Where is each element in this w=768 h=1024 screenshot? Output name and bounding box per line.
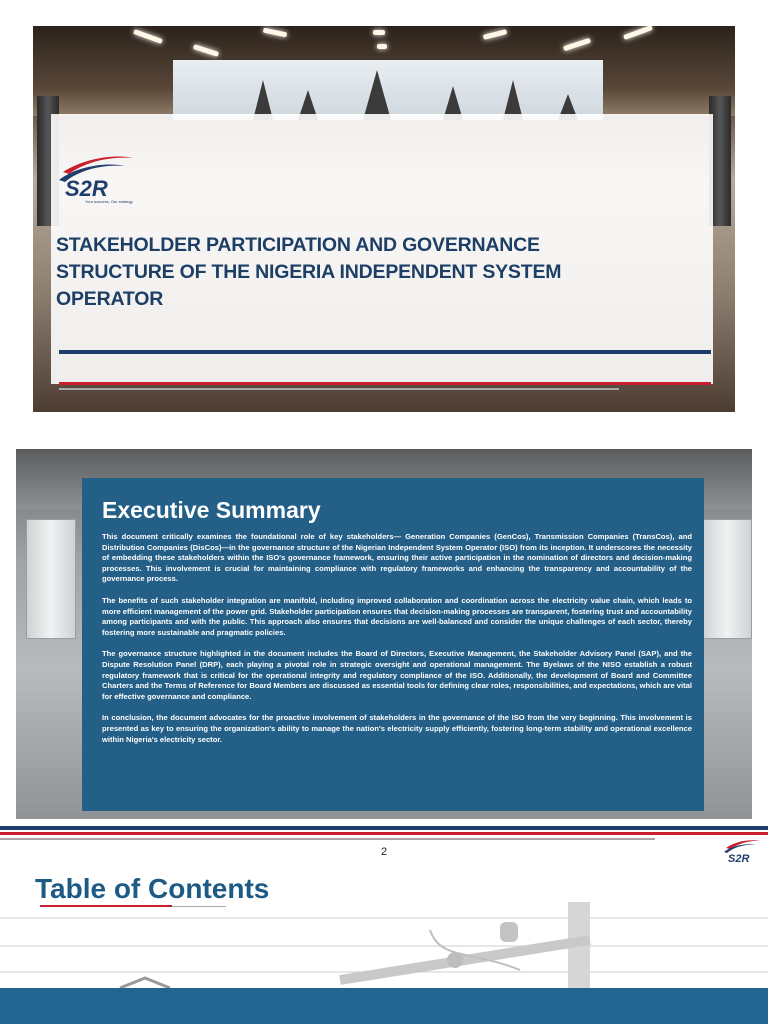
cover-stripe-grey xyxy=(59,388,619,390)
server-cabinet-image xyxy=(702,519,752,639)
cover-title: STAKEHOLDER PARTICIPATION AND GOVERNANCE STRUCTURE OF THE NIGERIA INDEPENDENT SYSTEM OPERATOR xyxy=(56,234,562,310)
footer-stripe-grey xyxy=(0,838,655,840)
ceiling-light xyxy=(377,44,387,49)
footer-stripe-red xyxy=(0,832,768,835)
cover-page xyxy=(33,26,735,412)
toc-underline-grey xyxy=(172,906,226,907)
toc-blue-band xyxy=(0,988,768,1024)
ceiling-light xyxy=(133,29,163,44)
ceiling-light xyxy=(193,44,219,57)
cover-stripe-navy xyxy=(59,350,711,354)
executive-summary-heading: Executive Summary xyxy=(102,497,321,523)
pylon-shape xyxy=(363,70,391,120)
ceiling-light xyxy=(623,26,653,40)
server-cabinet-image xyxy=(26,519,76,639)
ceiling-light xyxy=(563,38,591,51)
logo-tagline: Your success, Our strategy xyxy=(85,199,133,204)
toc-underline-red xyxy=(40,905,172,907)
logo-wordmark: S2R xyxy=(728,853,750,865)
cover-window-image xyxy=(173,60,603,120)
logo-wordmark: S2R xyxy=(65,176,108,201)
page-number: 2 xyxy=(380,846,388,858)
summary-paragraph: The benefits of such stakeholder integration are manifold, including improved collaboration and coordination across the electricity value chain, which leads to more efficient management of the power grid. Stakeholder participation ensures that decision-making processes are transparent, fostering trust and accountability among participants and with the public. This approach also ensures that decisions are well-balanced and consider the unique challenges of each sector, thereby fostering more sustainable and pragmatic policies. xyxy=(102,595,692,637)
ceiling-light xyxy=(483,29,507,40)
s2r-logo xyxy=(55,150,145,204)
toc-title: Table of Contents xyxy=(35,873,270,904)
summary-paragraph: The governance structure highlighted in the document includes the Board of Directors, Executive Management, the Stakeholder Advisory Panel (SAP), and the Dispute Resolution Panel (DRP), each playing a pivotal role in strategic oversight and operational management. The Byelaws of the NISO establish a robust regulatory framework that is critical for the operational integrity and regulatory compliance of the ISO. Additionally, the development of Board and Committee Charters and the Terms of Reference for Board Members are discussed as essential tools for defining clear roles, responsibilities, and expectations, which are vital for effective governance and compliance. xyxy=(102,649,692,701)
ceiling-light xyxy=(263,28,288,38)
executive-summary-box xyxy=(82,478,704,811)
footer-stripe-navy xyxy=(0,826,768,830)
ceiling-light xyxy=(373,30,385,35)
logo-swoosh-red xyxy=(63,157,133,174)
logo-swoosh-red xyxy=(726,840,760,849)
summary-paragraph: In conclusion, the document advocates for the proactive involvement of stakeholders in the governance of the ISO from the very beginning. This involvement is presented as key to ensuring the organization's ability to manage the nation's electricity supply efficiently, fostering long-term stability and operational excellence within Nigeria's electricity sector. xyxy=(102,713,692,744)
summary-paragraph: This document critically examines the foundational role of key stakeholders— Generation Companies (GenCos), Transmission Companies (TransCos), and Distribution Companies (DisCos)—in the governance structure of the Nigerian Independent System Operator (ISO) from its inception. It underscores the necessity of embedding these stakeholders within the ISO's governance framework, ensuring their active participation in the nomination of directors and decision-making processes. This involvement is crucial for maintaining compliance with regulatory frameworks and enhancing the transparency and accountability of the governance process. xyxy=(102,532,692,584)
s2r-logo-small xyxy=(722,838,766,866)
cover-stripe-red xyxy=(59,382,711,385)
